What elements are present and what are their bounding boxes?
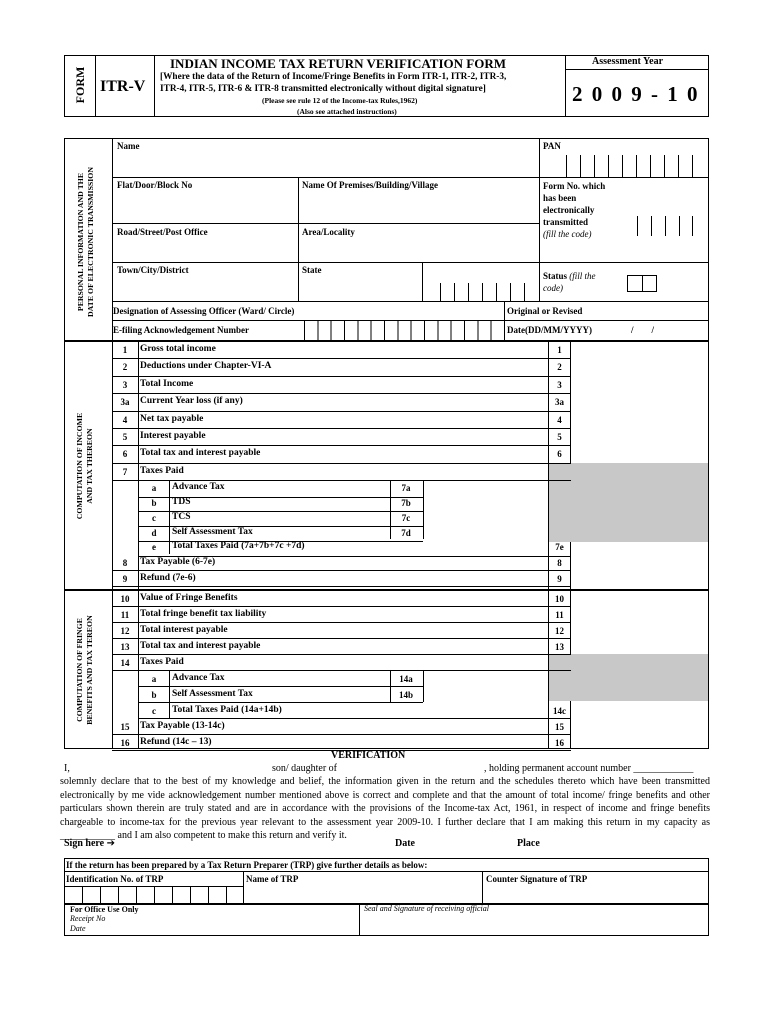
office-use-label: For Office Use Only (70, 905, 139, 914)
row-label: Total interest payable (140, 625, 228, 635)
row-label: Refund (14c – 13) (140, 737, 212, 747)
row-number: d (151, 527, 157, 538)
status-input[interactable] (627, 275, 657, 292)
amount-input[interactable] (571, 623, 708, 638)
verification-holding: , holding permanent account number ____________ (484, 763, 694, 774)
row-number: c (152, 512, 156, 523)
row-ref: 14c (553, 706, 566, 716)
row-label: Deductions under Chapter-VI-A (140, 361, 272, 372)
row-ref: 7c (401, 512, 411, 523)
amount-input[interactable] (571, 394, 708, 410)
receipt-no-label: Receipt No (70, 914, 106, 923)
amount-input[interactable] (571, 607, 708, 622)
row-label: Gross total income (140, 344, 216, 354)
row-label: TCS (172, 511, 191, 522)
amount-input[interactable] (423, 687, 548, 702)
row-number: 10 (120, 594, 130, 604)
row-label: Advance Tax (172, 673, 225, 683)
verification-heading: VERIFICATION (331, 750, 406, 761)
pin-input[interactable] (440, 283, 526, 301)
row-ref: 4 (557, 414, 562, 425)
date-sign-label: Date (395, 838, 415, 849)
date-separators: / / (631, 325, 655, 335)
row-label: Advance Tax (172, 482, 225, 493)
verification-son: son/ daughter of (272, 763, 337, 774)
row-ref: 8 (557, 558, 562, 569)
place-label: Place (517, 838, 540, 849)
amount-input[interactable] (571, 446, 708, 462)
trp-heading: If the return has been prepared by a Tax Return Preparer (TRP) give further details as below: (66, 860, 428, 870)
trp-id-label: Identification No. of TRP (66, 874, 164, 884)
row-number: 2 (122, 362, 128, 373)
amount-input[interactable] (423, 671, 548, 686)
amount-input[interactable] (571, 412, 708, 428)
row-ref: 9 (557, 574, 562, 584)
row-number: 1 (122, 345, 128, 355)
row-label: Taxes Paid (140, 465, 184, 476)
row-number: 15 (120, 722, 130, 732)
row-number: 6 (122, 449, 128, 460)
office-date-label: Date (70, 924, 86, 933)
row-label: Self Assessment Tax (172, 689, 253, 699)
amount-input[interactable] (423, 525, 548, 541)
pan-input[interactable] (566, 155, 706, 177)
area-label: Area/Locality (302, 227, 355, 237)
row-ref: 11 (555, 610, 564, 620)
trp-signature-label: Counter Signature of TRP (486, 874, 588, 884)
state-label: State (302, 265, 322, 275)
premises-label: Name Of Premises/Building/Village (302, 180, 438, 190)
row-ref: 3 (557, 379, 562, 390)
row-label: Self Assessment Tax (172, 526, 253, 537)
name-label: Name (117, 141, 140, 151)
fringe-section-label: COMPUTATION OF FRINGE BENEFITS AND TAX TEREON (75, 615, 94, 725)
row-ref: 14a (399, 674, 413, 684)
town-label: Town/City/District (117, 265, 189, 275)
efiling-input[interactable] (304, 321, 504, 341)
row-ref: 7d (401, 527, 411, 538)
row-ref: 10 (555, 594, 564, 604)
row-number: a (151, 674, 157, 684)
row-ref: 6 (557, 449, 562, 460)
status-label: Status (fill the code) (543, 271, 596, 293)
row-ref: 14b (398, 690, 413, 700)
row-label: Tax Payable (13-14c) (140, 721, 225, 731)
trp-name-label: Name of TRP (246, 874, 299, 884)
row-number: 3a (120, 397, 130, 408)
row-label: Total fringe benefit tax liability (140, 609, 267, 619)
amount-input[interactable] (571, 377, 708, 393)
amount-input[interactable] (571, 464, 708, 480)
flat-label: Flat/Door/Block No (117, 180, 193, 190)
amount-input[interactable] (571, 591, 708, 606)
row-ref: 5 (557, 432, 562, 442)
designation-label: Designation of Assessing Officer (Ward/ Circle) (113, 306, 295, 316)
row-label: Total Taxes Paid (14a+14b) (172, 705, 282, 715)
verification-i: I, (64, 763, 70, 774)
row-number: 9 (122, 574, 128, 584)
row-ref: 7e (555, 542, 564, 553)
row-ref: 15 (555, 722, 564, 732)
arrow-right-icon: ➔ (106, 838, 115, 849)
original-revised-label: Original or Revised (507, 306, 583, 316)
form-no-input[interactable] (637, 216, 693, 236)
row-number: 11 (120, 610, 130, 620)
pan-label: PAN (543, 141, 561, 151)
row-label: Total Taxes Paid (7a+7b+7c +7d) (172, 541, 305, 552)
row-number: 14 (120, 658, 130, 668)
amount-input[interactable] (571, 639, 708, 654)
row-label: TDS (172, 497, 191, 507)
subtitle-line2: ITR-4, ITR-5, ITR-6 & ITR-8 transmitted electronically without digital signature] (160, 84, 486, 94)
form-no-label: Form No. which has been electronically transmitted (fill the code) (543, 181, 606, 239)
amount-input[interactable] (571, 703, 708, 718)
row-number: 16 (120, 738, 130, 748)
row-ref: 2 (557, 362, 562, 373)
row-label: Value of Fringe Benefits (140, 593, 238, 603)
row-ref: 13 (555, 642, 564, 652)
row-number: 13 (120, 642, 130, 652)
road-label: Road/Street/Post Office (117, 227, 208, 237)
row-label: Total tax and interest payable (140, 641, 261, 651)
row-number: 7 (122, 466, 128, 477)
form-code: ITR-V (100, 78, 146, 95)
row-ref: 7a (401, 483, 411, 494)
trp-id-input[interactable] (64, 886, 244, 904)
row-number: 4 (122, 414, 128, 425)
amount-input[interactable] (571, 342, 708, 358)
row-ref: 1 (557, 345, 562, 355)
row-number: b (151, 690, 157, 700)
date-label: Date(DD/MM/YYYY) (507, 325, 592, 335)
row-ref: 3a (555, 397, 564, 408)
row-label: Total Income (140, 378, 194, 389)
row-ref: 7b (401, 498, 411, 508)
amount-input[interactable] (571, 359, 708, 375)
row-ref: 12 (555, 626, 564, 636)
row-number: 8 (122, 558, 128, 569)
row-label: Net tax payable (140, 413, 204, 424)
instructions-note: (Also see attached instructions) (297, 107, 397, 116)
subtitle-line1: [Where the data of the Return of Income/Fringe Benefits in Form ITR-1, ITR-2, ITR-3, (160, 72, 507, 82)
row-number: 12 (120, 626, 130, 636)
assessment-year-value: 2 0 0 9 - 1 0 (572, 82, 700, 106)
row-ref: 16 (555, 738, 564, 748)
amount-input[interactable] (571, 555, 708, 570)
row-number: c (152, 706, 156, 716)
row-label: Tax Payable (6-7e) (140, 557, 216, 568)
row-label: Refund (7e-6) (140, 573, 196, 583)
row-number: a (151, 483, 157, 494)
seal-label: Seal and Signature of receiving official (364, 904, 489, 913)
income-section-label: COMPUTATION OF INCOME AND TAX THEREON (75, 412, 94, 520)
row-number: e (152, 542, 156, 553)
form-label: FORM (73, 66, 87, 104)
sign-here-label: Sign here ➔ (64, 838, 115, 849)
row-label: Taxes Paid (140, 657, 184, 667)
verification-paragraph: solemnly declare that to the best of my knowledge and belief, the information given in the return and the schedules thereto which have been transmitted electronically by me vide acknowledgement number mentioned above is correct and complete and that the amount of total income/ fringe benefits and other particulars shown therein are truly stated and are in accordance with the provisions of the Income-tax Act, 1961, in respect of income and fringe benefits chargeable to income-tax for the previous year relevant to the assessment year 2009-10. I further declare that I am making this return in my capacity as ___________ and I am also competent to make this return and verify it. (60, 776, 710, 841)
amount-input[interactable] (571, 429, 708, 445)
page-title: INDIAN INCOME TAX RETURN VERIFICATION FORM (170, 56, 506, 71)
row-number: b (151, 498, 157, 508)
row-label: Total tax and interest payable (140, 448, 261, 459)
efiling-label: E-filing Acknowledgement Number (113, 325, 249, 335)
rule-note: (Please see rule 12 of the Income-tax Rules,1962) (262, 96, 418, 105)
row-label: Interest payable (140, 431, 206, 441)
amount-input[interactable] (571, 655, 708, 670)
amount-input[interactable] (571, 571, 708, 586)
row-number: 3 (122, 379, 128, 390)
personal-section-label: PERSONAL INFORMATION AND THE DATE OF ELECTRONIC TRANSMISSION (76, 167, 95, 317)
amount-input[interactable] (571, 539, 708, 555)
row-number: 5 (122, 432, 128, 442)
amount-input[interactable] (571, 735, 708, 750)
assessment-year-label: Assessment Year (592, 56, 664, 67)
row-label: Current Year loss (if any) (140, 396, 243, 407)
amount-input[interactable] (571, 719, 708, 734)
